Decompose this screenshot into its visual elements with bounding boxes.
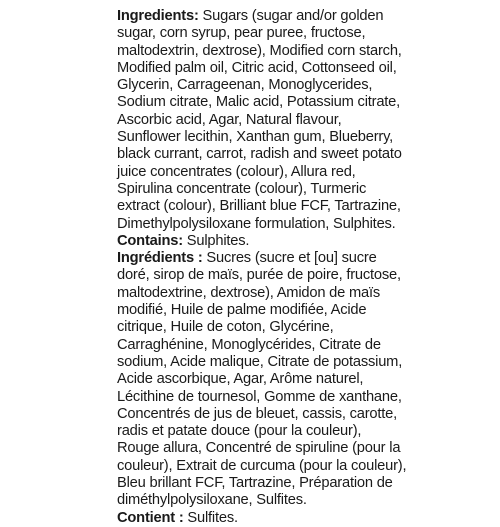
french-contains-heading: Contient :	[117, 509, 184, 526]
english-contains-text: Sulphites.	[182, 232, 250, 249]
english-ingredients-text: Sugars (sugar and/or golden sugar, corn syrup, pear puree, fructose, maltodextrin, dextrose), Modified corn starch, Modified palm oil, Citric acid, Cottonseed oil, Glycerin, Carrageenan, Monoglycerides, Sodium citrate, Malic acid, Potassium citrate, Ascorbic acid, Agar, Natural flavour, Sunflower lecithin, Xanthan gum, Blueberry, black currant, carrot, radish and sweet potato juice concentrates (colour), Allura red, Spirulina concentrate (colour), Turmeric extract (colour), Brilliant blue FCF, Tartrazine, Dimethylpolysiloxane formulation, Sulphites.	[117, 8, 402, 232]
french-ingredients-block	[117, 250, 407, 509]
english-ingredients-heading: Ingredients:	[117, 8, 199, 24]
ingredient-label	[117, 8, 407, 527]
french-ingredients-text: Sucres (sucre et [ou] sucre doré, sirop de maïs, purée de poire, fructose, maltodextrine, dextrose), Amidon de maïs modifié, Huile de palme modifiée, Acide citrique, Huile de coton, Glycérine, Carraghénine, Monoglycérides, Citrate de sodium, Acide malique, Citrate de potassium, Acide ascorbique, Agar, Arôme naturel, Lécithine de tournesol, Gomme de xanthane, Concentrés de jus de bleuet, cassis, carotte, radis et patate douce (pour la couleur), Rouge allura, Concentré de spiruline (pour la couleur), Extrait de curcuma (pour la couleur), Bleu brillant FCF, Tartrazine, Préparation de diméthylpolysiloxane, Sulfites.	[117, 250, 407, 509]
french-ingredients-heading: Ingrédients :	[117, 250, 203, 267]
english-contains-heading: Contains:	[117, 232, 183, 249]
french-contains-text: Sulfites.	[183, 509, 238, 526]
french-contains-block	[117, 510, 407, 527]
english-ingredients-block	[117, 8, 407, 250]
